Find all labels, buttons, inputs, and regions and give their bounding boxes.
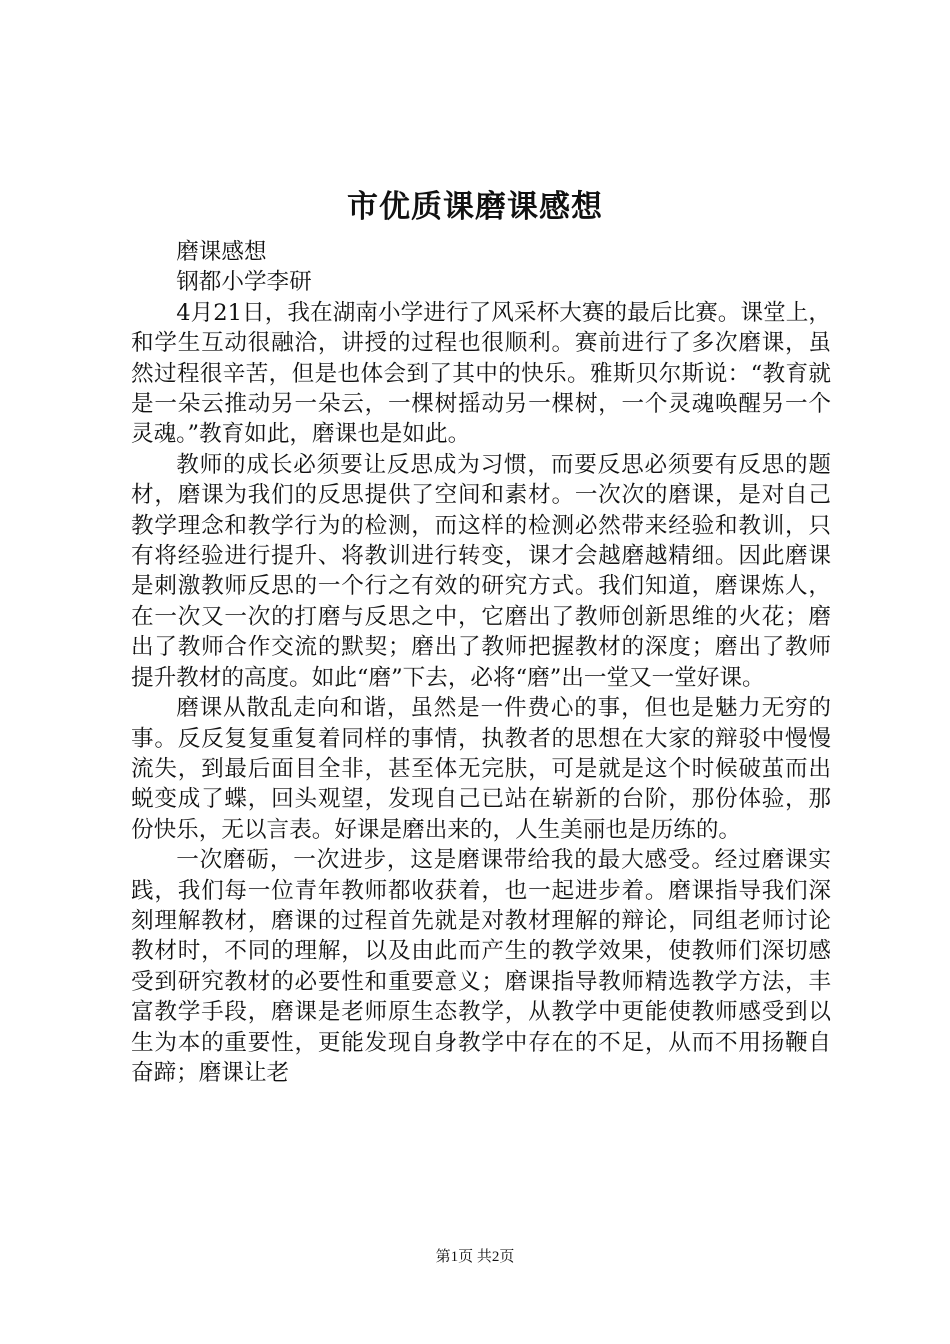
author-line: 钢都小学李研 — [176, 269, 312, 296]
document-title: 市优质课磨课感想 — [347, 189, 603, 225]
paragraph-2: 教师的成长必须要让反思成为习惯，而要反思必须要有反思的题材，磨课为我们的反思提供了空间和素材。一次次的磨课，是对自己教学理念和教学行为的检测，而这样的检测必然带来经验和教训，只有将经验进行提升、将教训进行转变，课才会越磨越精细。因此磨课是刺激教师反思的一个行之有效的研究方式。我们知道，磨课炼人，在一次又一次的打磨与反思之中，它磨出了教师创新思维的火花；磨出了教师合作交流的默契；磨出了教师把握教材的深度；磨出了教师提升教材的高度。如此“磨”下去，必将“磨”出一堂又一堂好课。 — [131, 451, 831, 691]
subtitle-line: 磨课感想 — [176, 239, 267, 265]
document-body — [131, 237, 831, 1088]
page-number-footer: 第1页 共2页 — [435, 1249, 515, 1265]
paragraph-4: 一次磨砺，一次进步，这是磨课带给我的最大感受。经过磨课实践，我们每一位青年教师都收获着，也一起进步着。磨课指导我们深刻理解教材，磨课的过程首先就是对教材理解的辩论，同组老师讨论教材时，不同的理解，以及由此而产生的教学效果，使教师们深切感受到研究教材的必要性和重要意义；磨课指导教师精选教学方法，丰富教学手段，磨课是老师原生态教学，从教学中更能使教师感受到以生为本的重要性，更能发现自身教学中存在的不足，从而不用扬鞭自奋蹄；磨课让老 — [131, 847, 831, 1086]
paragraph-3: 磨课从散乱走向和谐，虽然是一件费心的事，但也是魅力无穷的事。反反复复重复着同样的事情，执教者的思想在大家的辩驳中慢慢流失，到最后面目全非，甚至体无完肤，可是就是这个时候破茧而出蜕变成了蝶，回头观望，发现自己已站在崭新的台阶，那份体验，那份快乐，无以言表。好课是磨出来的，人生美丽也是历练的。 — [131, 695, 831, 843]
paragraph-1: 4月21日，我在湖南小学进行了风采杯大赛的最后比赛。课堂上，和学生互动很融洽，讲授的过程也很顺利。赛前进行了多次磨课，虽然过程很辛苦，但是也体会到了其中的快乐。雅斯贝尔斯说：“教育就是一朵云推动另一朵云，一棵树摇动另一棵树，一个灵魂唤醒另一个灵魂。”教育如此，磨课也是如此。 — [131, 299, 831, 448]
